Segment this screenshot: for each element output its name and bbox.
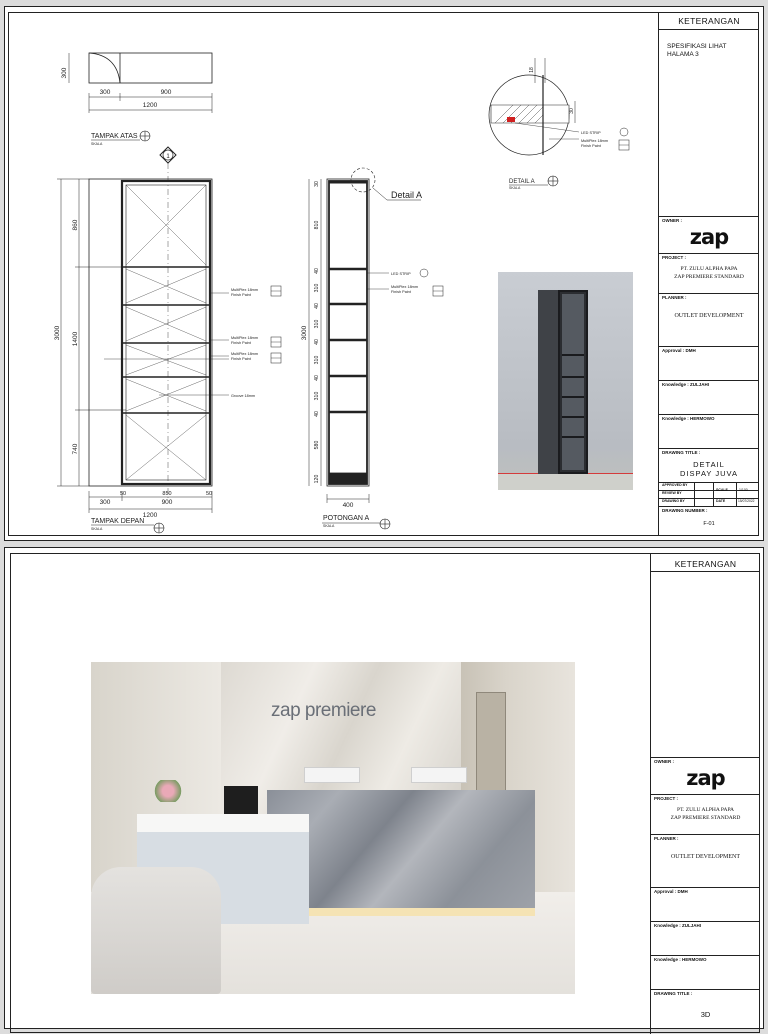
knowledge-2-label-2: Knowledge : HERMOWO bbox=[654, 957, 707, 962]
date-value: 15/07/2022 bbox=[738, 499, 755, 503]
keterangan-note: SPESIFIKASI LIHAT HALAMA 3 bbox=[667, 43, 727, 58]
drawing-sheet-3d bbox=[4, 547, 764, 1029]
front-note-6: Finish Paint bbox=[231, 357, 251, 361]
detail-callout-label: Detail A bbox=[391, 190, 423, 200]
render-floor bbox=[498, 473, 633, 490]
section-dim-width: 400 bbox=[342, 502, 354, 509]
photo-sign: zap premiere bbox=[271, 700, 376, 721]
planner-label: PLANNER : bbox=[662, 295, 687, 300]
photo-led-glow bbox=[309, 908, 535, 916]
dim-top-depth: 300 bbox=[61, 67, 68, 79]
front-note-3: MultiPlex 18mm bbox=[231, 336, 259, 340]
approval-label: Approval : DMH bbox=[662, 348, 696, 353]
project-name: PT. ZULU ALPHA PAPA ZAP PREMIERE STANDARD bbox=[674, 266, 744, 280]
dim-front-b3: 50 bbox=[205, 491, 213, 497]
section-dim-6: 310 bbox=[314, 319, 320, 329]
section-dim-13: 120 bbox=[314, 474, 320, 484]
front-note-2: Finish Paint bbox=[231, 293, 251, 297]
photo-black-chair bbox=[224, 786, 258, 814]
project-label-2: PROJECT : bbox=[654, 796, 679, 801]
render-cabinet-front bbox=[558, 290, 588, 474]
section-dim-9: 40 bbox=[314, 375, 320, 381]
drawing-title-label-2: DRAWING TITLE : bbox=[654, 991, 693, 996]
knowledge-1-label-2: Knowledge : ZULJAHI bbox=[654, 923, 701, 928]
front-view-scale: SKALA bbox=[91, 527, 103, 531]
planner-value: OUTLET DEVELOPMENT bbox=[674, 313, 744, 319]
dim-front-h3: 740 bbox=[72, 443, 79, 455]
detail-dim-2: 30 bbox=[569, 108, 575, 114]
section-dim-total: 3000 bbox=[301, 325, 308, 341]
project-label: PROJECT : bbox=[662, 255, 687, 260]
drawing-number-label: DRAWING NUMBER : bbox=[662, 508, 708, 513]
detail-a-scale: SKALA bbox=[509, 186, 521, 190]
knowledge-2-label: Knowledge : HERMOWO bbox=[662, 416, 715, 421]
project-name-2: PT. ZULU ALPHA PAPA ZAP PREMIERE STANDARD bbox=[670, 807, 741, 821]
dim-front-b2: 850 bbox=[162, 491, 172, 497]
top-view-title: TAMPAK ATAS bbox=[91, 133, 138, 140]
section-dim-1: 30 bbox=[314, 181, 320, 187]
section-view bbox=[309, 168, 421, 503]
detail-note-1: MultiPlex 18mm bbox=[581, 139, 609, 143]
owner-label: OWNER : bbox=[662, 218, 682, 223]
top-view-plan bbox=[69, 53, 212, 113]
photo-white-desk bbox=[137, 814, 309, 832]
zap-logo-2: zap bbox=[686, 766, 725, 790]
detail-note-led: LED STRIP bbox=[581, 131, 601, 135]
section-note-led: LED STRIP bbox=[391, 272, 411, 276]
planner-label-2: PLANNER : bbox=[654, 836, 679, 841]
approval-label-2: Approval : DMH bbox=[654, 889, 688, 894]
photo-monitor-left bbox=[304, 767, 360, 783]
render-cabinet-side bbox=[538, 290, 560, 474]
front-view-elevation bbox=[57, 163, 229, 513]
drawing-frame-2 bbox=[10, 553, 760, 1033]
date-label: DATE bbox=[716, 499, 726, 503]
section-view-scale: SKALA bbox=[323, 524, 335, 528]
dim-top-right: 900 bbox=[160, 89, 172, 96]
front-note-4: Finish Paint bbox=[231, 341, 251, 345]
front-note-1: MultiPlex 18mm bbox=[231, 288, 259, 292]
dim-front-h2: 1400 bbox=[72, 331, 79, 347]
section-dim-11: 40 bbox=[314, 411, 320, 417]
photo-monitor-right bbox=[411, 767, 467, 783]
owner-label-2: OWNER : bbox=[654, 759, 674, 764]
drawing-sheet-detail bbox=[4, 6, 764, 541]
dim-front-b1: 50 bbox=[119, 491, 127, 497]
drawing-frame bbox=[8, 12, 759, 536]
dim-front-bottom-mid: 900 bbox=[161, 499, 173, 506]
front-view-title: TAMPAK DEPAN bbox=[91, 518, 145, 525]
dim-top-left: 300 bbox=[99, 89, 111, 96]
drawing-title-2: 3D bbox=[700, 1010, 711, 1019]
drawing-by-label: DRAWING BY bbox=[662, 499, 685, 503]
dim-front-h1: 860 bbox=[72, 219, 79, 231]
detail-note-2: Finish Paint bbox=[581, 144, 601, 148]
section-dim-8: 310 bbox=[314, 355, 320, 365]
photo-flowers bbox=[153, 780, 183, 802]
top-view-scale: SKALA bbox=[91, 142, 103, 146]
approved-by-label: APPROVED BY bbox=[662, 483, 688, 487]
drawing-title: DETAIL DISPAY JUVA bbox=[680, 460, 738, 478]
section-dim-4: 310 bbox=[314, 283, 320, 293]
knowledge-1-label: Knowledge : ZULJAHI bbox=[662, 382, 709, 387]
detail-dim-1: 18 bbox=[529, 67, 535, 73]
section-dim-2: 810 bbox=[314, 220, 320, 230]
photo-chair bbox=[91, 867, 221, 994]
section-dim-7: 40 bbox=[314, 339, 320, 345]
drawing-title-label: DRAWING TITLE : bbox=[662, 450, 701, 455]
detail-a-title: DETAIL A bbox=[509, 179, 535, 185]
section-dim-10: 310 bbox=[314, 391, 320, 401]
reception-photo bbox=[91, 662, 575, 994]
section-view-title: POTONGAN A bbox=[323, 515, 370, 522]
drawing-number: F-01 bbox=[703, 521, 715, 527]
keterangan-header-2: KETERANGAN bbox=[674, 559, 737, 569]
dim-front-total: 3000 bbox=[54, 325, 61, 341]
section-marker-number: 1 bbox=[166, 154, 170, 160]
dim-front-bottom-left: 300 bbox=[99, 499, 111, 506]
front-note-5: MultiPlex 18mm bbox=[231, 352, 259, 356]
dim-top-total: 1200 bbox=[142, 102, 158, 109]
planner-value-2: OUTLET DEVELOPMENT bbox=[670, 854, 741, 860]
title-block bbox=[658, 13, 759, 535]
title-block-2 bbox=[650, 554, 760, 1034]
front-note-7: Groove 18mm bbox=[231, 394, 256, 398]
display-3d-render bbox=[498, 272, 633, 490]
section-note-2: Finish Paint bbox=[391, 290, 411, 294]
dim-front-bottom-total: 1200 bbox=[142, 512, 158, 519]
section-dim-12: 580 bbox=[314, 440, 320, 450]
zap-logo: zap bbox=[689, 225, 729, 249]
scale-value: 1/100 bbox=[739, 488, 748, 492]
keterangan-header: KETERANGAN bbox=[678, 16, 740, 26]
section-dim-3: 40 bbox=[314, 268, 320, 274]
scale-label: SCALE bbox=[716, 488, 728, 492]
review-by-label: REVIEW BY bbox=[662, 491, 682, 495]
section-dim-5: 40 bbox=[314, 303, 320, 309]
section-note-1: MultiPlex 18mm bbox=[391, 285, 419, 289]
